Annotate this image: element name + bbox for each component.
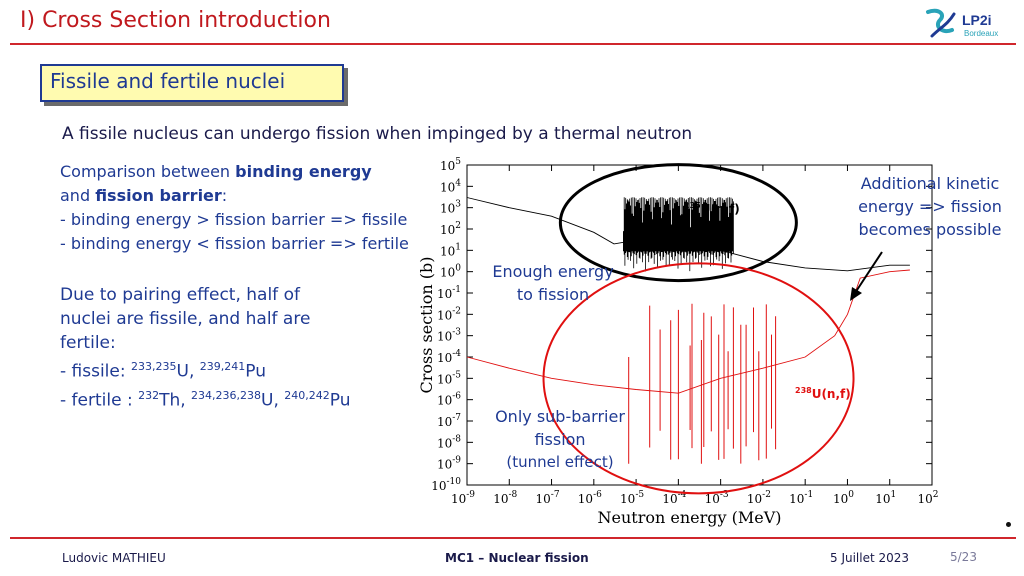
- footer-author: Ludovic MATHIEU: [62, 551, 166, 565]
- fertile-rule: - binding energy < fission barrier => fertile: [60, 234, 409, 253]
- y-tick-label: $10^{-9}$: [436, 455, 461, 472]
- x-tick-label: $10^{-2}$: [746, 490, 771, 506]
- y-tick-label: $10^{-2}$: [436, 306, 461, 323]
- fissile-rule: - binding energy > fission barrier => fissile: [60, 210, 408, 229]
- section-title: Fissile and fertile nuclei: [50, 69, 286, 93]
- pairing-block: [60, 283, 351, 412]
- x-tick-label: $10^{-1}$: [789, 490, 814, 506]
- u238-label: $^{238}$U(n,f): [795, 386, 851, 401]
- y-tick-label: $10^0$: [439, 263, 461, 280]
- y-tick-label: $10^{-8}$: [436, 434, 461, 451]
- y-tick-label: $10^{-7}$: [436, 413, 461, 429]
- x-tick-label: $10^{-8}$: [493, 490, 518, 506]
- subbarrier-annotation: Only sub-barrier fission (tunnel effect): [495, 407, 625, 471]
- lp2i-logo: [924, 6, 1020, 42]
- section-title-box: [40, 64, 344, 102]
- y-tick-label: $10^{-3}$: [436, 327, 461, 344]
- x-tick-label: $10^{-6}$: [577, 490, 602, 506]
- comparison-line1-prefix: Comparison between: [60, 162, 236, 181]
- footer-course: MC1 – Nuclear fission: [445, 551, 589, 565]
- u235-label: $^{235}$U(n,f): [684, 201, 740, 216]
- y-tick-label: $10^2$: [439, 221, 461, 237]
- logo-text: LP2i: [962, 12, 992, 28]
- enough-energy-annotation: Enough energy to fission: [492, 262, 614, 304]
- slide-title: I) Cross Section introduction: [20, 8, 331, 33]
- y-tick-label: $10^5$: [439, 157, 461, 173]
- logo-subtext: Bordeaux: [964, 29, 999, 38]
- u238-resonances: [629, 304, 776, 464]
- x-tick-label: $10^2$: [917, 490, 939, 506]
- fertile-list: - fertile : $^{232}$Th, $^{234,236,238}$U, $^{240,242}$Pu: [60, 388, 351, 411]
- fissile-list: - fissile: $^{233,235}$U, $^{239,241}$Pu: [60, 360, 266, 382]
- comparison-colon: :: [221, 186, 228, 205]
- y-axis-label: Cross section (b): [417, 256, 436, 394]
- intro-text: A fissile nucleus can undergo fission when impinged by a thermal neutron: [62, 124, 693, 144]
- x-tick-label: $10^{-3}$: [704, 490, 729, 506]
- y-tick-label: $10^{-4}$: [436, 349, 461, 365]
- y-tick-label: $10^1$: [439, 242, 461, 259]
- comparison-line2-prefix: and: [60, 186, 96, 205]
- footer-date: 5 Juillet 2023: [830, 551, 910, 565]
- kinetic-annotation: Additional kinetic energy => fission becomes possible: [858, 174, 1002, 239]
- x-axis-label: Neutron energy (MeV): [597, 508, 782, 527]
- x-tick-label: $10^{-5}$: [620, 490, 645, 506]
- x-tick-label: $10^{-9}$: [450, 490, 476, 506]
- x-tick-label: $10^{-4}$: [662, 490, 687, 506]
- bullet-dot: [1006, 522, 1011, 527]
- y-tick-label: $10^3$: [439, 199, 461, 216]
- pairing-line1: Due to pairing effect, half of: [60, 285, 300, 305]
- y-tick-label: $10^{-1}$: [436, 285, 461, 301]
- pairing-line2: nuclei are fissile, and half are: [60, 309, 311, 329]
- x-tick-label: $10^0$: [832, 490, 854, 506]
- y-tick-label: $10^{-6}$: [436, 391, 461, 408]
- x-tick-label: $10^1$: [875, 490, 897, 506]
- x-tick-label: $10^{-7}$: [535, 490, 560, 506]
- pairing-line3: fertile:: [60, 333, 116, 353]
- header-divider: [10, 43, 1016, 45]
- binding-energy-term: binding energy: [235, 162, 372, 181]
- comparison-block: [60, 160, 409, 256]
- footer-divider: [10, 537, 1016, 539]
- fission-barrier-term: fission barrier: [95, 186, 222, 205]
- y-tick-label: $10^4$: [439, 178, 461, 195]
- y-tick-label: $10^{-5}$: [436, 370, 461, 387]
- y-tick-label: $10^{-10}$: [431, 477, 461, 493]
- page-number: 5/23: [950, 550, 977, 564]
- kinetic-arrow: [855, 252, 882, 293]
